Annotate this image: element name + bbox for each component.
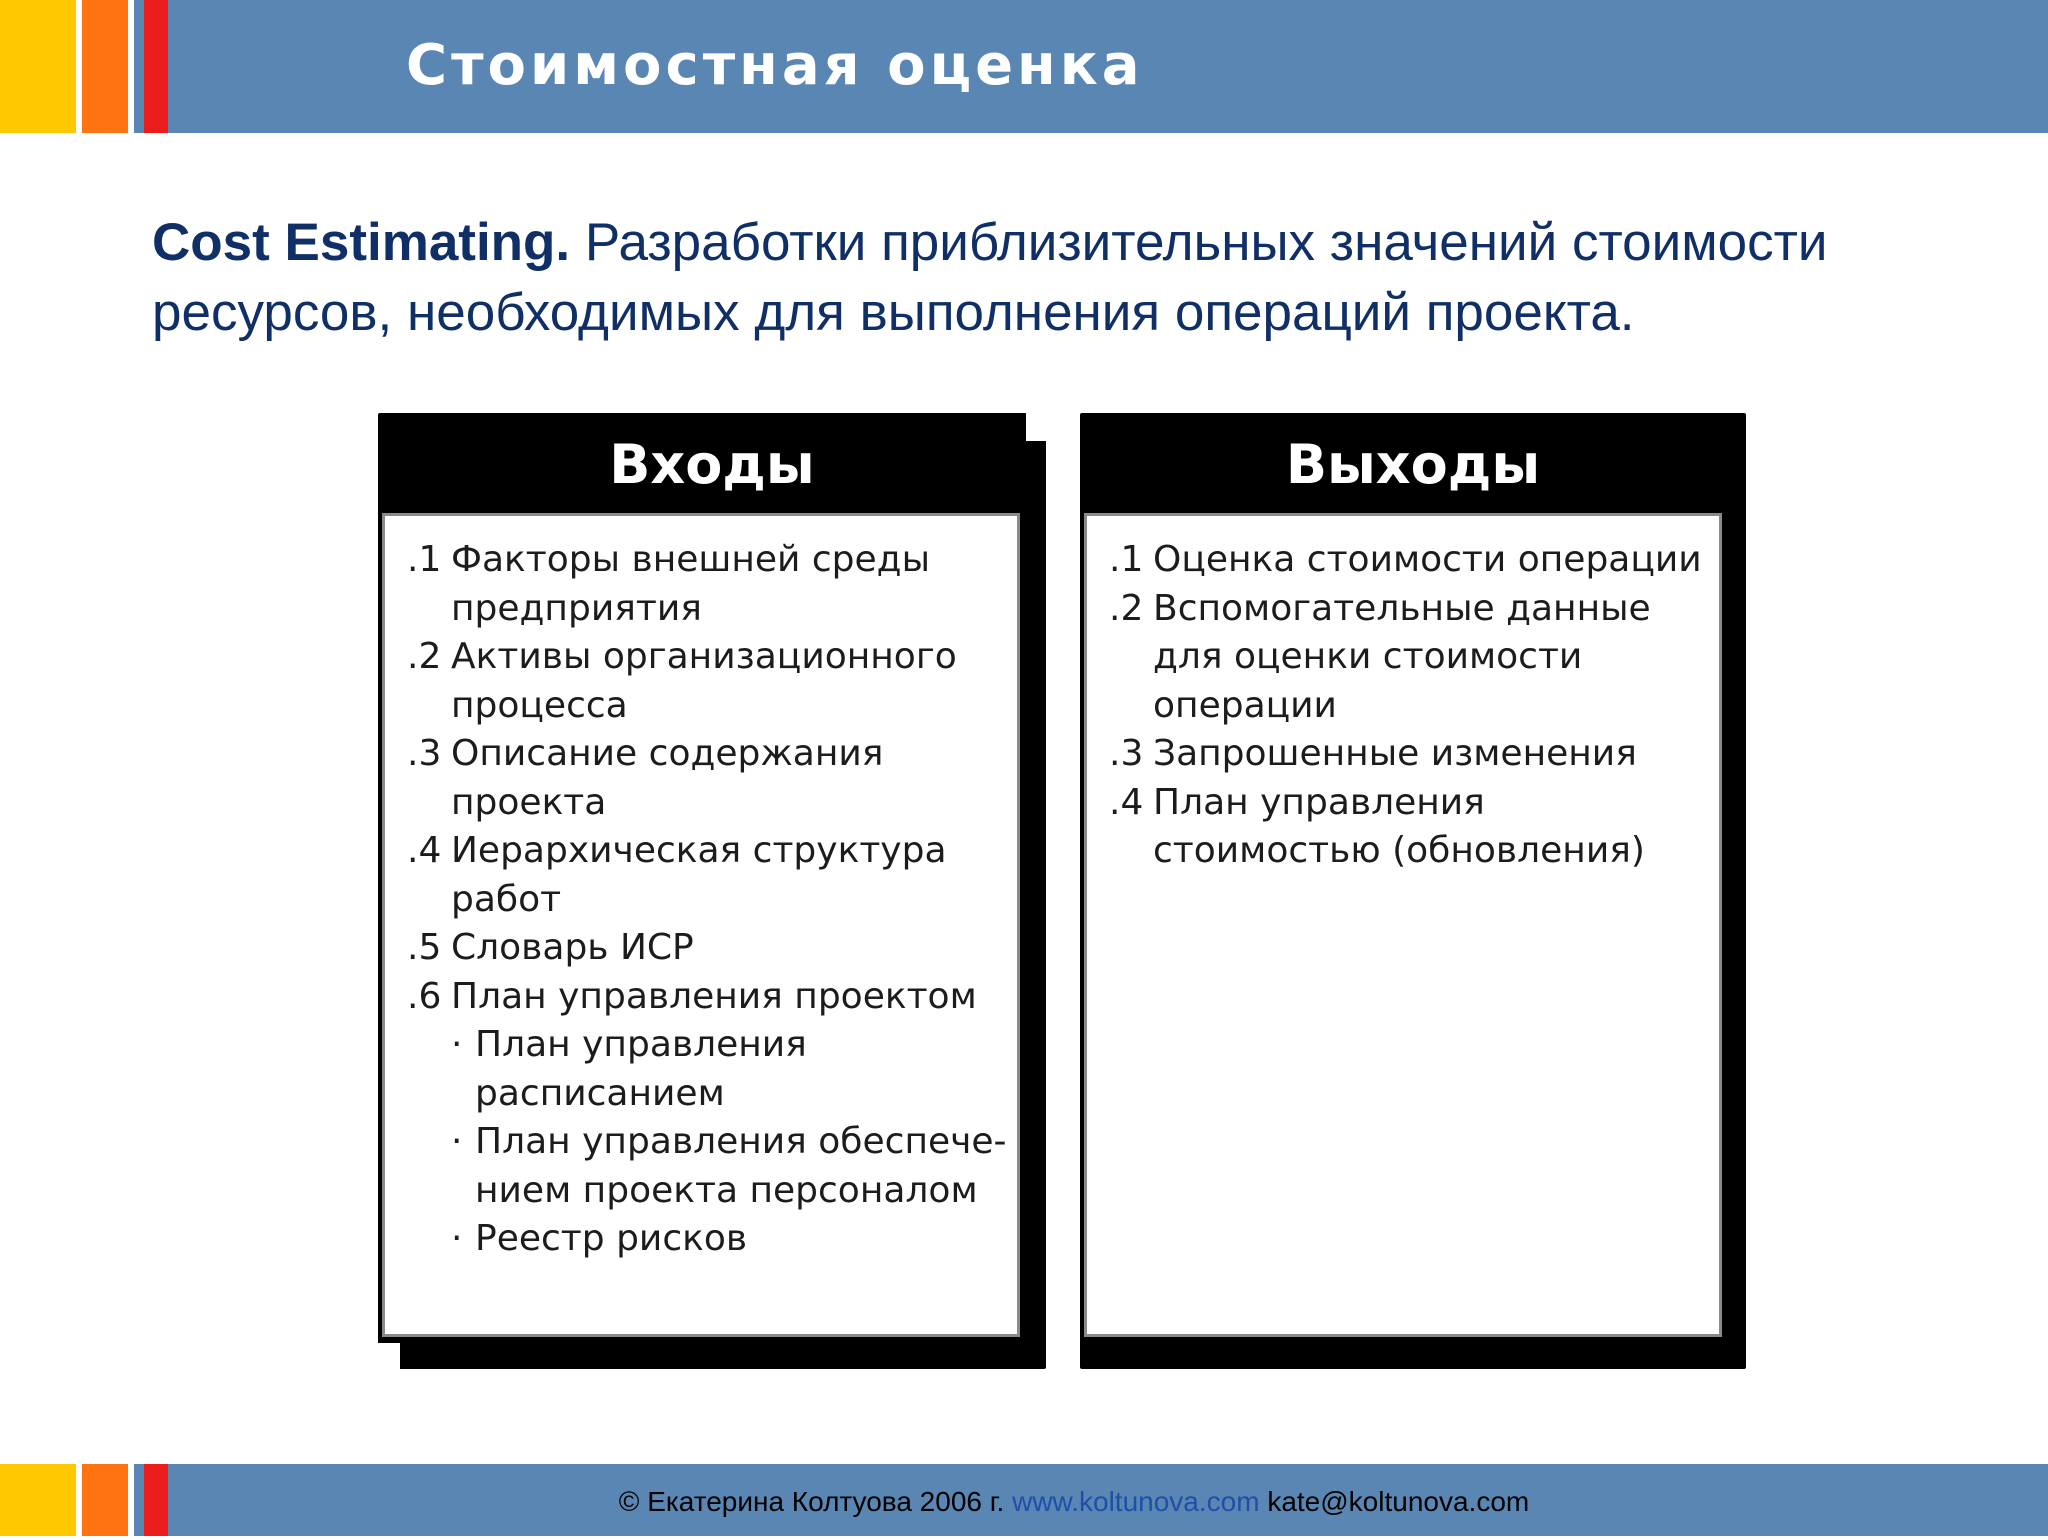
orange-stripe bbox=[82, 0, 128, 133]
footer-credits bbox=[0, 1464, 2048, 1536]
list-item bbox=[1109, 585, 1719, 731]
sub-list-item bbox=[451, 1021, 1017, 1118]
item-number: .2 bbox=[407, 636, 442, 677]
intro-definition: Разработки приблизительных значений стоимости ресурсов, необходимых для выполнения операций проекта. bbox=[152, 213, 1828, 342]
item-number: .1 bbox=[407, 539, 442, 580]
item-number: .2 bbox=[1109, 587, 1144, 629]
sub-item-text: Реестр рисков bbox=[475, 1218, 748, 1259]
bullet-dot: · bbox=[451, 1024, 463, 1065]
list-item bbox=[1109, 730, 1719, 779]
outputs-list-box bbox=[1084, 513, 1722, 1337]
item-text: Запрошенные изменения bbox=[1153, 733, 1637, 774]
item-number: .3 bbox=[1109, 733, 1144, 774]
item-text: План управления проектом bbox=[451, 975, 977, 1017]
inputs-outputs-diagram bbox=[378, 413, 1746, 1369]
list-item bbox=[407, 973, 1017, 1264]
footer-band bbox=[0, 1464, 2048, 1536]
item-text: Активы организационного процесса bbox=[451, 636, 957, 726]
inputs-list bbox=[385, 516, 1017, 1264]
copyright-text: © Екатерина Колтуова 2006 г. bbox=[618, 1486, 1013, 1517]
outputs-list bbox=[1087, 516, 1719, 876]
inputs-list-box bbox=[382, 513, 1020, 1337]
item-text: Вспомогательные данные для оценки стоимости операции bbox=[1153, 587, 1651, 726]
panel-notch bbox=[1026, 413, 1046, 441]
header-band bbox=[0, 0, 2048, 133]
sub-item-text: План управления обеспече-нием проекта персоналом bbox=[475, 1121, 1007, 1211]
bullet-dot: · bbox=[451, 1218, 463, 1259]
outputs-heading: Выходы bbox=[1285, 433, 1541, 496]
inputs-panel bbox=[378, 413, 1046, 1369]
item-number: .1 bbox=[1109, 539, 1144, 580]
item-text: Оценка стоимости операции bbox=[1153, 539, 1702, 580]
list-item bbox=[407, 633, 1017, 730]
sub-item-text: План управления расписанием bbox=[475, 1024, 807, 1114]
list-item bbox=[407, 730, 1017, 827]
intro-term: Cost Estimating. bbox=[152, 213, 571, 272]
list-item bbox=[1109, 779, 1719, 876]
item-text: Словарь ИСР bbox=[451, 927, 694, 968]
item-text: Описание содержания проекта bbox=[451, 733, 884, 823]
blue-stripe bbox=[134, 0, 144, 133]
item-number: .3 bbox=[407, 733, 442, 774]
item-text: Факторы внешней среды предприятия bbox=[451, 539, 930, 629]
project-plan-subitems bbox=[451, 1021, 1017, 1264]
intro-paragraph bbox=[152, 208, 2012, 348]
item-number: .4 bbox=[407, 830, 442, 871]
list-item bbox=[407, 536, 1017, 633]
sub-list-item bbox=[451, 1215, 1017, 1264]
list-item bbox=[1109, 536, 1719, 585]
item-number: .4 bbox=[1109, 781, 1144, 823]
list-item bbox=[407, 924, 1017, 973]
slide-title: Стоимостная оценка bbox=[406, 33, 1144, 98]
item-text: Иерархическая структура работ bbox=[451, 830, 947, 920]
item-text: План управления стоимостью (обновления) bbox=[1153, 781, 1645, 871]
email-text[interactable]: kate@koltunova.com bbox=[1259, 1486, 1530, 1517]
item-number: .5 bbox=[407, 927, 442, 968]
list-item bbox=[407, 827, 1017, 924]
inputs-heading: Входы bbox=[609, 433, 815, 496]
red-stripe bbox=[144, 0, 168, 133]
yellow-stripe bbox=[0, 0, 76, 133]
bullet-dot: · bbox=[451, 1121, 463, 1162]
outputs-panel bbox=[1080, 413, 1746, 1369]
item-number: .6 bbox=[407, 975, 442, 1017]
website-link[interactable]: www.koltunova.com bbox=[1012, 1486, 1260, 1517]
sub-list-item bbox=[451, 1118, 1017, 1215]
panel-notch bbox=[378, 1343, 400, 1369]
panel-separator bbox=[1046, 413, 1080, 1369]
